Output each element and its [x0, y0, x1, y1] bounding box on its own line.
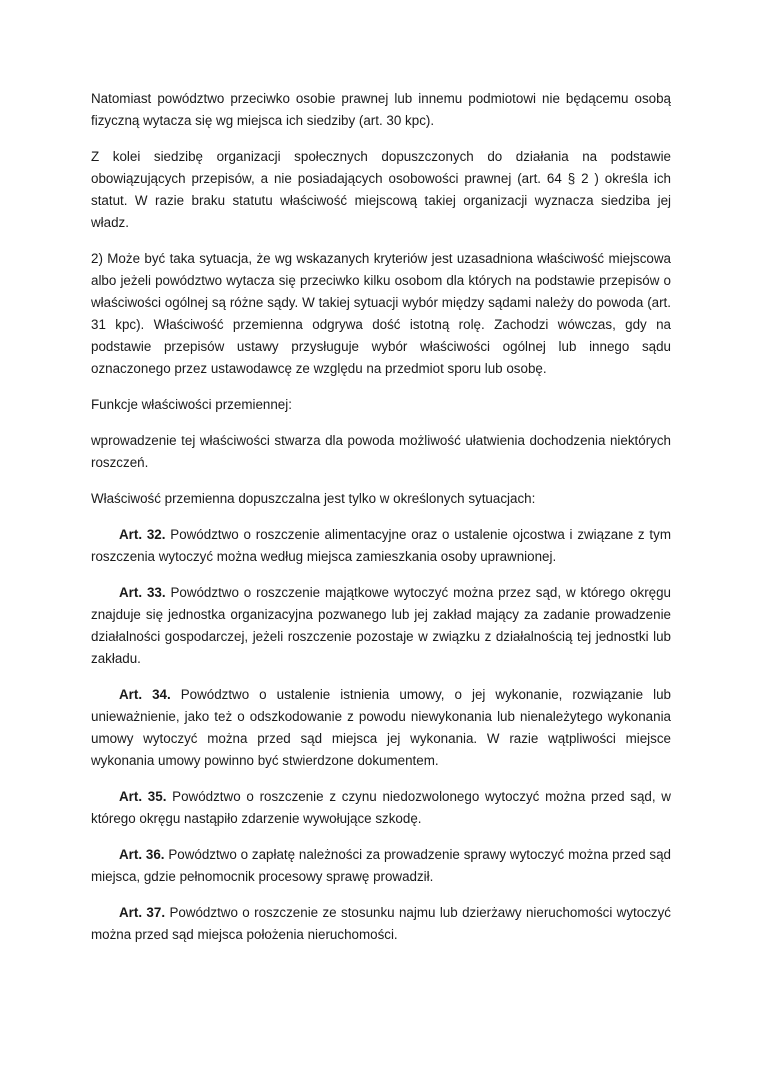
article-text: Powództwo o roszczenie ze stosunku najmu lub dzierżawy nieruchomości wytoczyć można przed sąd miejsca położenia nieruchomości.: [91, 905, 672, 942]
article-label: Art. 37.: [119, 905, 166, 920]
article-34: [91, 684, 671, 772]
article-text: Powództwo o ustalenie istnienia umowy, o jej wykonanie, rozwiązanie lub unieważnienie, jako też o odszkodowanie z powodu niewykonania lub nienależytego wykonania umowy wytoczyć można przed sąd miejsca jej wykonania. W razie wątpliwości miejsce wykonania umowy powinno być stwierdzone dokumentem.: [91, 687, 671, 768]
article-text: Powództwo o roszczenie majątkowe wytoczyć można przez sąd, w którego okręgu znajduje się jednostka organizacyjna pozwanego lub jej zakład mający za zadanie prowadzenie działalności gospodarczej, jeżeli roszczenie pozostaje w związku z działalnością tej jednostki lub zakładu.: [91, 585, 671, 666]
article-text: Powództwo o zapłatę należności za prowadzenie sprawy wytoczyć można przed sąd miejsca, gdzie pełnomocnik procesowy sprawę prowadził.: [91, 847, 671, 884]
article-33: [91, 582, 671, 670]
document-page: [91, 88, 671, 960]
article-text: Powództwo o roszczenie alimentacyjne oraz o ustalenie ojcostwa i związane z tym roszczenia wytoczyć można według miejsca zamieszkania osoby uprawnionej.: [91, 527, 671, 564]
article-35: [91, 786, 671, 830]
article-label: Art. 32.: [119, 527, 166, 542]
paragraph-alternative-jurisdiction: 2) Może być taka sytuacja, że wg wskazanych kryteriów jest uzasadniona właściwość miejscowa albo jeżeli powództwo wytacza się przeciwko kilku osobom dla których na podstawie przepisów o właściwości ogólnej są różne sądy. W takiej sytuacji wybór między sądami należy do powoda (art. 31 kpc). Właściwość przemienna odgrywa dość istotną rolę. Zachodzi wówczas, gdy na podstawie przepisów ustawy przysługuje wybór właściwości ogólnej lub innego sądu oznaczonego przez ustawodawcę ze względu na przedmiot sporu lub osobę.: [91, 251, 671, 376]
paragraph-permitted-situations: Właściwość przemienna dopuszczalna jest tylko w określonych sytuacjach:: [91, 491, 536, 506]
article-37: [91, 902, 671, 946]
article-label: Art. 34.: [119, 687, 171, 702]
paragraph-functions-description: wprowadzenie tej właściwości stwarza dla powoda możliwość ułatwienia dochodzenia niektórych roszczeń.: [91, 433, 671, 470]
article-label: Art. 33.: [119, 585, 166, 600]
article-32: [91, 524, 671, 568]
paragraph-legal-person-venue: Natomiast powództwo przeciwko osobie prawnej lub innemu podmiotowi nie będącemu osobą fizyczną wytacza się wg miejsca ich siedziby (art. 30 kpc).: [91, 91, 671, 128]
article-text: Powództwo o roszczenie z czynu niedozwolonego wytoczyć można przed sąd, w którego okręgu nastąpiło zdarzenie wywołujące szkodę.: [91, 789, 671, 826]
article-36: [91, 844, 671, 888]
paragraph-social-organizations-seat: Z kolei siedzibę organizacji społecznych dopuszczonych do działania na podstawie obowiązujących przepisów, a nie posiadających osobowości prawnej (art. 64 § 2 ) określa ich statut. W razie braku statutu właściwość miejscową takiej organizacji wyznacza siedziba jej władz.: [91, 149, 671, 230]
article-label: Art. 35.: [119, 789, 167, 804]
paragraph-functions-heading: Funkcje właściwości przemiennej:: [91, 397, 292, 412]
article-label: Art. 36.: [119, 847, 165, 862]
